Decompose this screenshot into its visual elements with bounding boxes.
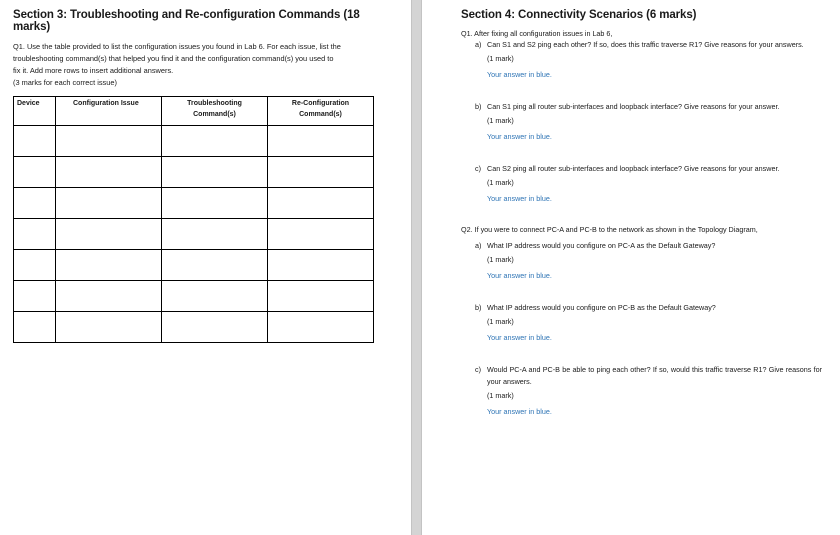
table-cell[interactable] [14, 312, 56, 343]
answer-placeholder[interactable]: Your answer in blue. [487, 407, 552, 416]
q2-intro: Q2. If you were to connect PC-A and PC-B to the network as shown in the Topology Diagram, [461, 225, 758, 234]
table-row [14, 219, 374, 250]
table-cell[interactable] [14, 157, 56, 188]
q2-a [461, 240, 822, 282]
table-cell[interactable] [162, 219, 268, 250]
table-cell[interactable] [268, 250, 374, 281]
question-letter: c) [475, 365, 481, 374]
question-text: Can S1 ping all router sub-interfaces and loopback interface? Give reasons for your answer. [487, 102, 780, 111]
answer-placeholder[interactable]: Your answer in blue. [487, 271, 552, 280]
table-row [14, 250, 374, 281]
intro-line: Q1. Use the table provided to list the configuration issues you found in Lab 6. For each issue, list the [13, 42, 341, 51]
table-cell[interactable] [268, 157, 374, 188]
table-cell[interactable] [162, 250, 268, 281]
table-cell[interactable] [56, 188, 162, 219]
table-cell[interactable] [268, 126, 374, 157]
question-letter: a) [475, 40, 482, 49]
intro-line: (3 marks for each correct issue) [13, 78, 117, 87]
question-mark: (1 mark) [487, 255, 514, 264]
answer-placeholder[interactable]: Your answer in blue. [487, 333, 552, 342]
question-letter: a) [475, 241, 482, 250]
table-cell[interactable] [162, 312, 268, 343]
table-row [14, 126, 374, 157]
issues-table [13, 96, 374, 343]
table-row [14, 312, 374, 343]
table-cell[interactable] [162, 281, 268, 312]
question-mark: (1 mark) [487, 54, 514, 63]
q1-instructions [13, 41, 399, 89]
question-text: Would PC-A and PC-B be able to ping each other? If so, would this traffic traverse R1? Give reasons for your answers. [487, 365, 822, 386]
table-header-row [14, 97, 374, 126]
question-text: What IP address would you configure on PC-A as the Default Gateway? [487, 241, 716, 250]
table-cell[interactable] [14, 188, 56, 219]
question-letter: c) [475, 164, 481, 173]
q2-c [461, 364, 822, 418]
question-mark: (1 mark) [487, 317, 514, 326]
table-cell[interactable] [268, 219, 374, 250]
table-cell[interactable] [14, 126, 56, 157]
table-cell[interactable] [14, 219, 56, 250]
question-mark: (1 mark) [487, 391, 514, 400]
question-text: What IP address would you configure on PC-B as the Default Gateway? [487, 303, 716, 312]
header-troubleshooting-commands: Troubleshooting Command(s) [162, 97, 268, 126]
table-cell[interactable] [162, 126, 268, 157]
table-cell[interactable] [56, 312, 162, 343]
question-letter: b) [475, 102, 482, 111]
q1-b [461, 101, 822, 143]
q1-c [461, 163, 822, 205]
table-cell[interactable] [268, 188, 374, 219]
header-device: Device [14, 97, 56, 126]
table-row [14, 188, 374, 219]
intro-line: troubleshooting command(s) that helped you find it and the configuration command(s) you used to [13, 54, 334, 63]
question-letter: b) [475, 303, 482, 312]
document-page-left [0, 0, 411, 535]
table-cell[interactable] [162, 157, 268, 188]
document-page-right [422, 0, 840, 535]
table-cell[interactable] [14, 281, 56, 312]
table-cell[interactable] [56, 219, 162, 250]
table-cell[interactable] [56, 281, 162, 312]
q1-intro: Q1. After fixing all configuration issues in Lab 6, [461, 29, 613, 38]
section-4-title: Section 4: Connectivity Scenarios (6 marks) [461, 9, 697, 21]
table-cell[interactable] [162, 188, 268, 219]
answer-placeholder[interactable]: Your answer in blue. [487, 132, 552, 141]
table-cell[interactable] [56, 157, 162, 188]
answer-placeholder[interactable]: Your answer in blue. [487, 194, 552, 203]
page-gutter [411, 0, 422, 535]
table-cell[interactable] [268, 312, 374, 343]
q2-b [461, 302, 822, 344]
table-row [14, 157, 374, 188]
intro-line: fix it. Add more rows to insert additional answers. [13, 66, 174, 75]
header-configuration-issue: Configuration Issue [56, 97, 162, 126]
question-mark: (1 mark) [487, 178, 514, 187]
table-cell[interactable] [14, 250, 56, 281]
question-text: Can S1 and S2 ping each other? If so, does this traffic traverse R1? Give reasons for your answers. [487, 40, 804, 49]
table-row [14, 281, 374, 312]
q1-a [461, 39, 822, 81]
table-cell[interactable] [56, 250, 162, 281]
table-cell[interactable] [268, 281, 374, 312]
section-3-title: Section 3: Troubleshooting and Re-configuration Commands (18 marks) [13, 9, 360, 33]
question-mark: (1 mark) [487, 116, 514, 125]
table-cell[interactable] [56, 126, 162, 157]
answer-placeholder[interactable]: Your answer in blue. [487, 70, 552, 79]
question-text: Can S2 ping all router sub-interfaces and loopback interface? Give reasons for your answer. [487, 164, 780, 173]
header-reconfiguration-commands: Re-Configuration Command(s) [268, 97, 374, 126]
